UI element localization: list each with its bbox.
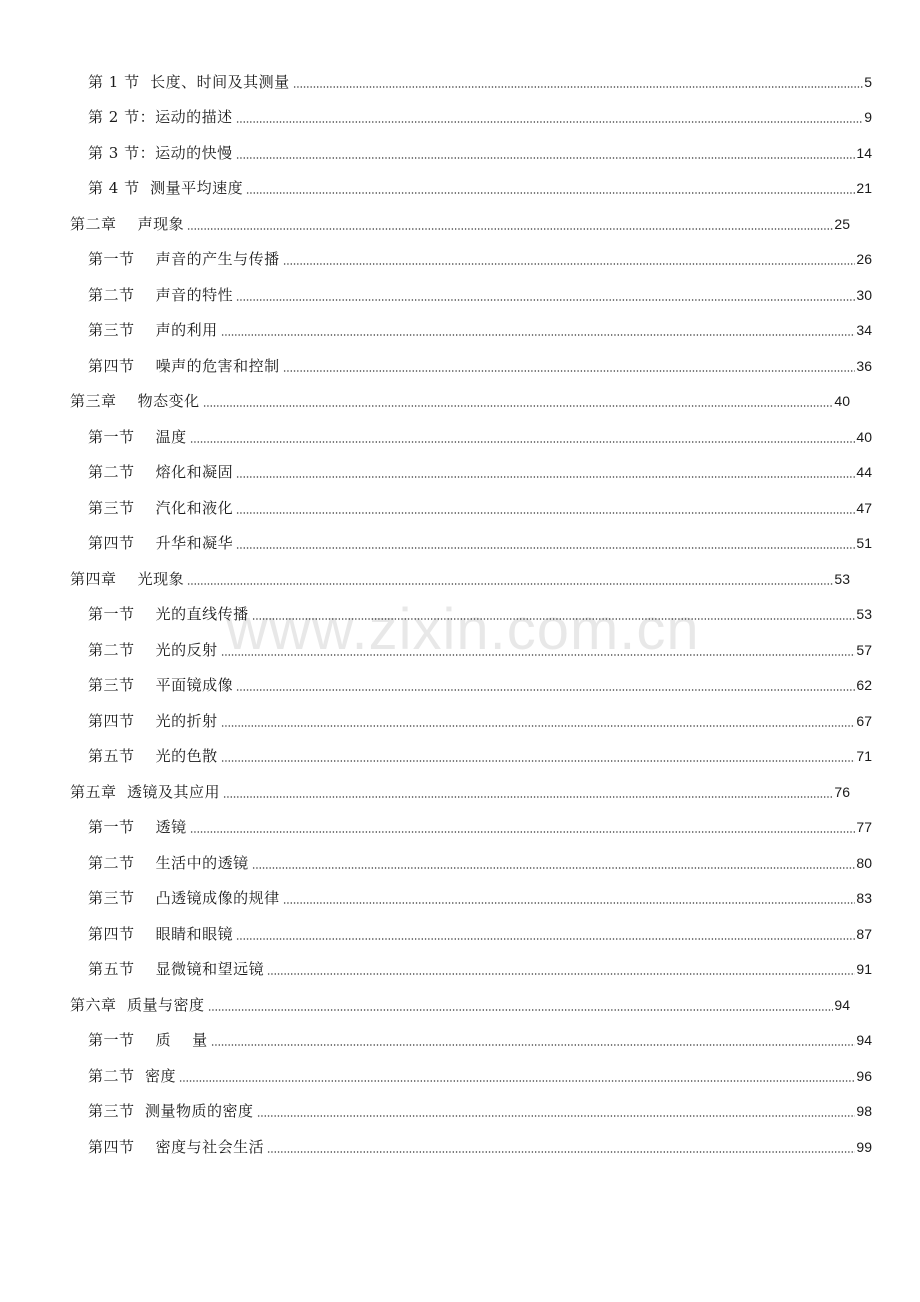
toc-page-number: 91 [856, 961, 872, 978]
toc-page-number: 83 [856, 890, 872, 907]
toc-dot-leader [179, 1079, 855, 1083]
toc-section-entry[interactable] [88, 100, 872, 136]
toc-dot-leader [190, 830, 856, 834]
toc-page-number: 53 [834, 570, 850, 587]
toc-entry-title: 第 2 节：运动的描述 [88, 108, 233, 127]
toc-section-entry[interactable] [88, 277, 872, 313]
toc-chapter-entry[interactable] [70, 206, 850, 242]
toc-dot-leader [283, 369, 856, 373]
toc-dot-leader [283, 262, 856, 266]
toc-dot-leader [236, 546, 855, 550]
toc-dot-leader [236, 937, 855, 941]
toc-entry-title: 第 1 节 长度、时间及其测量 [88, 72, 290, 91]
toc-section-entry[interactable] [88, 455, 872, 491]
toc-section-entry[interactable] [88, 916, 872, 952]
toc-dot-leader [246, 191, 855, 195]
toc-dot-leader [267, 972, 855, 976]
toc-dot-leader [252, 617, 856, 621]
toc-dot-leader [223, 795, 833, 799]
toc-entry-title: 第一节 透镜 [88, 818, 187, 837]
toc-section-entry[interactable] [88, 845, 872, 881]
toc-section-entry[interactable] [88, 739, 872, 775]
toc-page-number: 44 [856, 464, 872, 481]
toc-entry-title: 第一节 声音的产生与传播 [88, 250, 280, 269]
toc-section-entry[interactable] [88, 668, 872, 704]
toc-entry-title: 第三节 平面镜成像 [88, 676, 234, 695]
toc-page-number: 76 [834, 783, 850, 800]
toc-page-number: 62 [856, 677, 872, 694]
toc-entry-title: 第五节 显微镜和望远镜 [88, 960, 265, 979]
toc-entry-title: 第四节 眼睛和眼镜 [88, 924, 234, 943]
toc-entry-title: 第一节 温度 [88, 427, 187, 446]
toc-page-number: 47 [856, 499, 872, 516]
toc-dot-leader [257, 1114, 856, 1118]
toc-page-number: 25 [834, 215, 850, 232]
toc-entry-title: 第一节 光的直线传播 [88, 605, 249, 624]
toc-page-number: 34 [856, 322, 872, 339]
toc-entry-title: 第五节 光的色散 [88, 747, 218, 766]
toc-dot-leader [208, 1008, 834, 1012]
toc-section-entry[interactable] [88, 1129, 872, 1165]
toc-chapter-entry[interactable] [70, 561, 850, 597]
watermark: www.zixin.com.cn [226, 597, 700, 662]
toc-entry-title: 第二节 熔化和凝固 [88, 463, 234, 482]
toc-dot-leader [221, 724, 856, 728]
toc-entry-title: 第二节 密度 [88, 1066, 177, 1085]
toc-section-entry[interactable] [88, 313, 872, 349]
toc-page-number: 77 [856, 819, 872, 836]
toc-chapter-entry[interactable] [70, 774, 850, 810]
toc-entry-title: 第三节 声的利用 [88, 321, 218, 340]
toc-page-number: 9 [864, 109, 872, 126]
toc-dot-leader [203, 404, 834, 408]
toc-page-number: 30 [856, 286, 872, 303]
toc-page-number: 53 [856, 606, 872, 623]
toc-entry-title: 第六章 质量与密度 [70, 995, 205, 1014]
toc-entry-title: 第四节 密度与社会生活 [88, 1137, 265, 1156]
toc-page-number: 87 [856, 925, 872, 942]
toc-chapter-entry[interactable] [70, 987, 850, 1023]
toc-dot-leader [190, 440, 856, 444]
toc-section-entry[interactable] [88, 171, 872, 207]
toc-section-entry[interactable] [88, 810, 872, 846]
toc-section-entry[interactable] [88, 64, 872, 100]
toc-section-entry[interactable] [88, 1023, 872, 1059]
toc-entry-title: 第 4 节 测量平均速度 [88, 179, 244, 198]
toc-chapter-entry[interactable] [70, 384, 850, 420]
toc-page-number: 98 [856, 1103, 872, 1120]
table-of-contents [0, 64, 920, 1165]
toc-entry-title: 第四节 升华和凝华 [88, 534, 234, 553]
toc-entry-title: 第二节 生活中的透镜 [88, 853, 249, 872]
toc-dot-leader [187, 227, 833, 231]
toc-entry-title: 第三章 物态变化 [70, 392, 200, 411]
toc-section-entry[interactable] [88, 632, 872, 668]
toc-section-entry[interactable] [88, 881, 872, 917]
toc-entry-title: 第二节 声音的特性 [88, 285, 234, 304]
toc-dot-leader [221, 653, 856, 657]
toc-page-number: 96 [856, 1067, 872, 1084]
toc-entry-title: 第二节 光的反射 [88, 640, 218, 659]
toc-page-number: 67 [856, 712, 872, 729]
toc-page-number: 51 [856, 535, 872, 552]
toc-page-number: 94 [856, 1032, 872, 1049]
toc-entry-title: 第五章 透镜及其应用 [70, 782, 221, 801]
toc-dot-leader [293, 85, 864, 89]
toc-page-number: 99 [856, 1138, 872, 1155]
toc-section-entry[interactable] [88, 526, 872, 562]
toc-page-number: 94 [834, 996, 850, 1013]
toc-entry-title: 第 3 节：运动的快慢 [88, 143, 233, 162]
toc-dot-leader [236, 156, 856, 160]
toc-page-number: 36 [856, 357, 872, 374]
toc-page-number: 71 [856, 748, 872, 765]
toc-section-entry[interactable] [88, 952, 872, 988]
toc-dot-leader [267, 1150, 855, 1154]
toc-section-entry[interactable] [88, 135, 872, 171]
toc-entry-title: 第三节 汽化和液化 [88, 498, 234, 517]
toc-page-number: 5 [864, 73, 872, 90]
toc-entry-title: 第四节 光的折射 [88, 711, 218, 730]
toc-dot-leader [236, 511, 855, 515]
toc-entry-title: 第四章 光现象 [70, 569, 185, 588]
toc-section-entry[interactable] [88, 1058, 872, 1094]
toc-section-entry[interactable] [88, 490, 872, 526]
toc-section-entry[interactable] [88, 597, 872, 633]
toc-section-entry[interactable] [88, 703, 872, 739]
toc-dot-leader [236, 120, 864, 124]
toc-section-entry[interactable] [88, 419, 872, 455]
toc-page-number: 21 [856, 180, 872, 197]
toc-page-number: 40 [856, 428, 872, 445]
toc-entry-title: 第一节 质 量 [88, 1031, 208, 1050]
toc-entry-title: 第二章 声现象 [70, 214, 185, 233]
toc-dot-leader [236, 475, 855, 479]
toc-dot-leader [221, 759, 856, 763]
toc-dot-leader [221, 333, 856, 337]
toc-section-entry[interactable] [88, 348, 872, 384]
toc-section-entry[interactable] [88, 242, 872, 278]
toc-dot-leader [187, 582, 833, 586]
toc-page-number: 57 [856, 641, 872, 658]
toc-page-number: 80 [856, 854, 872, 871]
toc-section-entry[interactable] [88, 1094, 872, 1130]
toc-entry-title: 第三节 凸透镜成像的规律 [88, 889, 280, 908]
toc-page-number: 14 [856, 144, 872, 161]
toc-page-number: 26 [856, 251, 872, 268]
toc-entry-title: 第三节 测量物质的密度 [88, 1102, 254, 1121]
toc-dot-leader [236, 298, 855, 302]
toc-page-number: 40 [834, 393, 850, 410]
toc-dot-leader [252, 866, 856, 870]
toc-entry-title: 第四节 噪声的危害和控制 [88, 356, 280, 375]
toc-dot-leader [283, 901, 856, 905]
toc-dot-leader [236, 688, 855, 692]
toc-dot-leader [211, 1043, 856, 1047]
